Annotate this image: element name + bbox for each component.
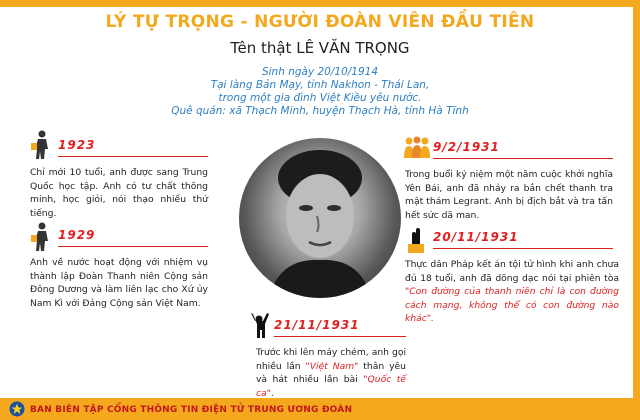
traveler-icon (30, 222, 54, 252)
event-20-11-1931-body: Thực dân Pháp kết án tội tử hình khi anh chưa đủ 18 tuổi, anh đã dõng dạc nói tại phiên tòa (405, 259, 619, 284)
divider-9-2-1931 (433, 158, 613, 159)
event-21-11-1931-vietnam: "Việt Nam" (305, 360, 359, 372)
portrait-figure-icon (239, 138, 401, 298)
year-21-11-1931: 21/11/1931 (274, 318, 360, 332)
intro-hometown: Quê quán: xã Thạch Minh, huyện Thạch Hà, tỉnh Hà Tĩnh (171, 105, 469, 117)
event-20-11-1931-quote: "Con đường của thanh niên chỉ là con đường cách mạng, không thể có con đường nào khác". (405, 286, 619, 324)
divider-20-11-1931 (433, 248, 613, 249)
divider-1929 (58, 246, 208, 247)
year-9-2-1931: 9/2/1931 (433, 140, 500, 154)
divider-1923 (58, 156, 208, 157)
page-title: LÝ TỰ TRỌNG - NGƯỜI ĐOÀN VIÊN ĐẦU TIÊN (105, 12, 535, 32)
event-21-11-1931-part-c: . (270, 387, 274, 399)
raised-hand-icon (406, 228, 428, 254)
intro-block (0, 66, 640, 118)
youth-union-logo-icon (8, 401, 26, 417)
event-9-2-1931-text: Trong buổi kỷ niệm một năm cuộc khởi nghĩa Yên Bái, anh đã nhảy ra bắn chết thanh tra mật thám Legrant. Anh bị địch bắt và tra tấn hết sức dã man. (405, 169, 613, 221)
event-1929-text: Anh về nước hoạt động với nhiệm vụ thành lập Đoàn Thanh niên Cộng sản Đông Dương và làm liên lạc cho Xứ ủy Nam Kì với Đảng Cộng sản Việt Nam. (30, 257, 208, 309)
top-accent-bar (0, 0, 640, 7)
year-1929: 1929 (58, 228, 96, 242)
year-20-11-1931: 20/11/1931 (433, 230, 519, 244)
crowd-icon (403, 136, 431, 158)
year-1923: 1923 (58, 138, 96, 152)
student-walking-icon (30, 130, 54, 160)
intro-birth-date: Sinh ngày 20/10/1914 (261, 66, 379, 78)
portrait-photo (239, 138, 401, 298)
event-21-11-1931-part-a: Trước khi lên máy chém, anh gọi nhiều lần (256, 347, 406, 372)
intro-birth-place: Tại làng Bản Mạy, tỉnh Nakhon - Thái Lan, (210, 79, 430, 91)
footer-text: BAN BIÊN TẬP CỔNG THÔNG TIN ĐIỆN TỬ TRUNG ƯƠNG ĐOÀN (30, 405, 353, 415)
event-21-11-1931-internationale: "Quốc tế ca" (256, 374, 406, 399)
hands-up-icon (248, 312, 270, 338)
side-accent-bar (633, 0, 640, 420)
event-1923-text: Chỉ mới 10 tuổi, anh được sang Trung Quốc học tập. Anh có tư chất thông minh, học giỏi, nói thạo nhiều thứ tiếng. (30, 167, 208, 219)
page-subtitle: Tên thật LÊ VĂN TRỌNG (230, 39, 410, 57)
event-21-11-1931-part-b: thân yêu và hát nhiều lần bài (256, 360, 406, 385)
event-21-11-1931-text (256, 346, 406, 400)
intro-family: trong một gia đình Việt Kiều yêu nước. (218, 92, 422, 104)
divider-21-11-1931 (274, 336, 406, 337)
event-20-11-1931-text (405, 258, 619, 326)
